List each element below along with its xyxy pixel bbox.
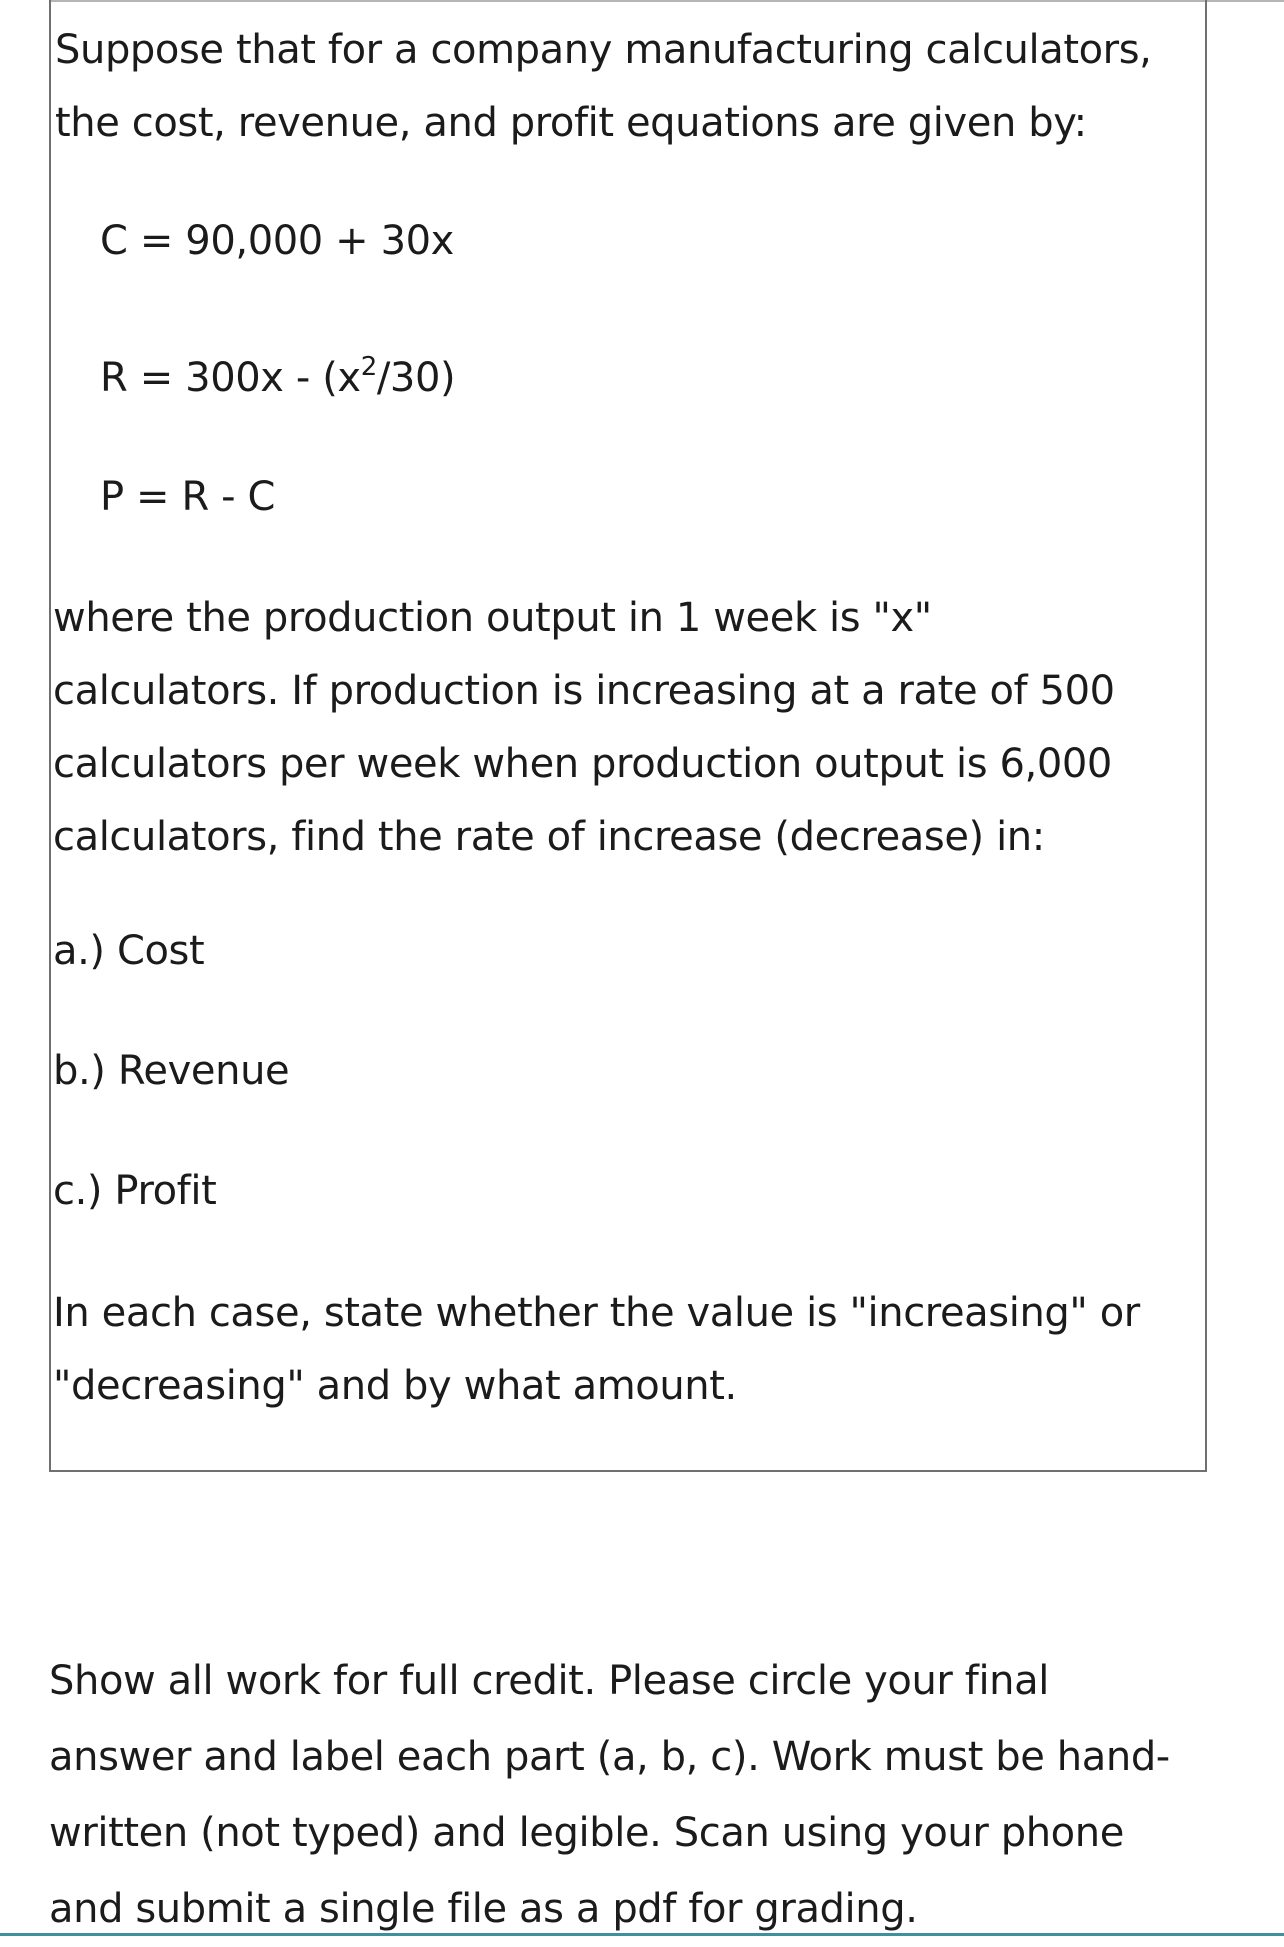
closing-line: "decreasing" and by what amount. (53, 1363, 737, 1409)
revenue-equation-tail: /30) (376, 355, 456, 401)
instructions-line: Show all work for full credit. Please circle your final (49, 1658, 1049, 1704)
part-c-profit: c.) Profit (53, 1168, 217, 1214)
part-a-cost: a.) Cost (53, 928, 205, 974)
context-line: where the production output in 1 week is "x" (53, 595, 932, 641)
context-paragraph (53, 582, 1115, 874)
closing-line: In each case, state whether the value is "increasing" or (53, 1290, 1140, 1336)
instructions-line: answer and label each part (a, b, c). Work must be hand- (49, 1734, 1170, 1780)
intro-line: Suppose that for a company manufacturing calculators, (55, 27, 1152, 73)
revenue-equation-main: R = 300x - (x (100, 355, 361, 401)
revenue-exponent: 2 (360, 352, 377, 382)
context-line: calculators. If production is increasing at a rate of 500 (53, 668, 1115, 714)
profit-equation: P = R - C (100, 474, 276, 520)
closing-paragraph (53, 1277, 1140, 1423)
instructions-line: written (not typed) and legible. Scan using your phone (49, 1810, 1124, 1856)
cost-equation: C = 90,000 + 30x (100, 218, 454, 264)
instructions-line: and submit a single file as a pdf for grading. (49, 1886, 918, 1932)
context-line: calculators, find the rate of increase (decrease) in: (53, 814, 1045, 860)
instructions-paragraph (49, 1643, 1170, 1947)
intro-line: the cost, revenue, and profit equations are given by: (55, 100, 1087, 146)
context-line: calculators per week when production output is 6,000 (53, 741, 1112, 787)
part-b-revenue: b.) Revenue (53, 1048, 290, 1094)
revenue-equation (100, 352, 456, 401)
intro-paragraph (55, 14, 1151, 160)
